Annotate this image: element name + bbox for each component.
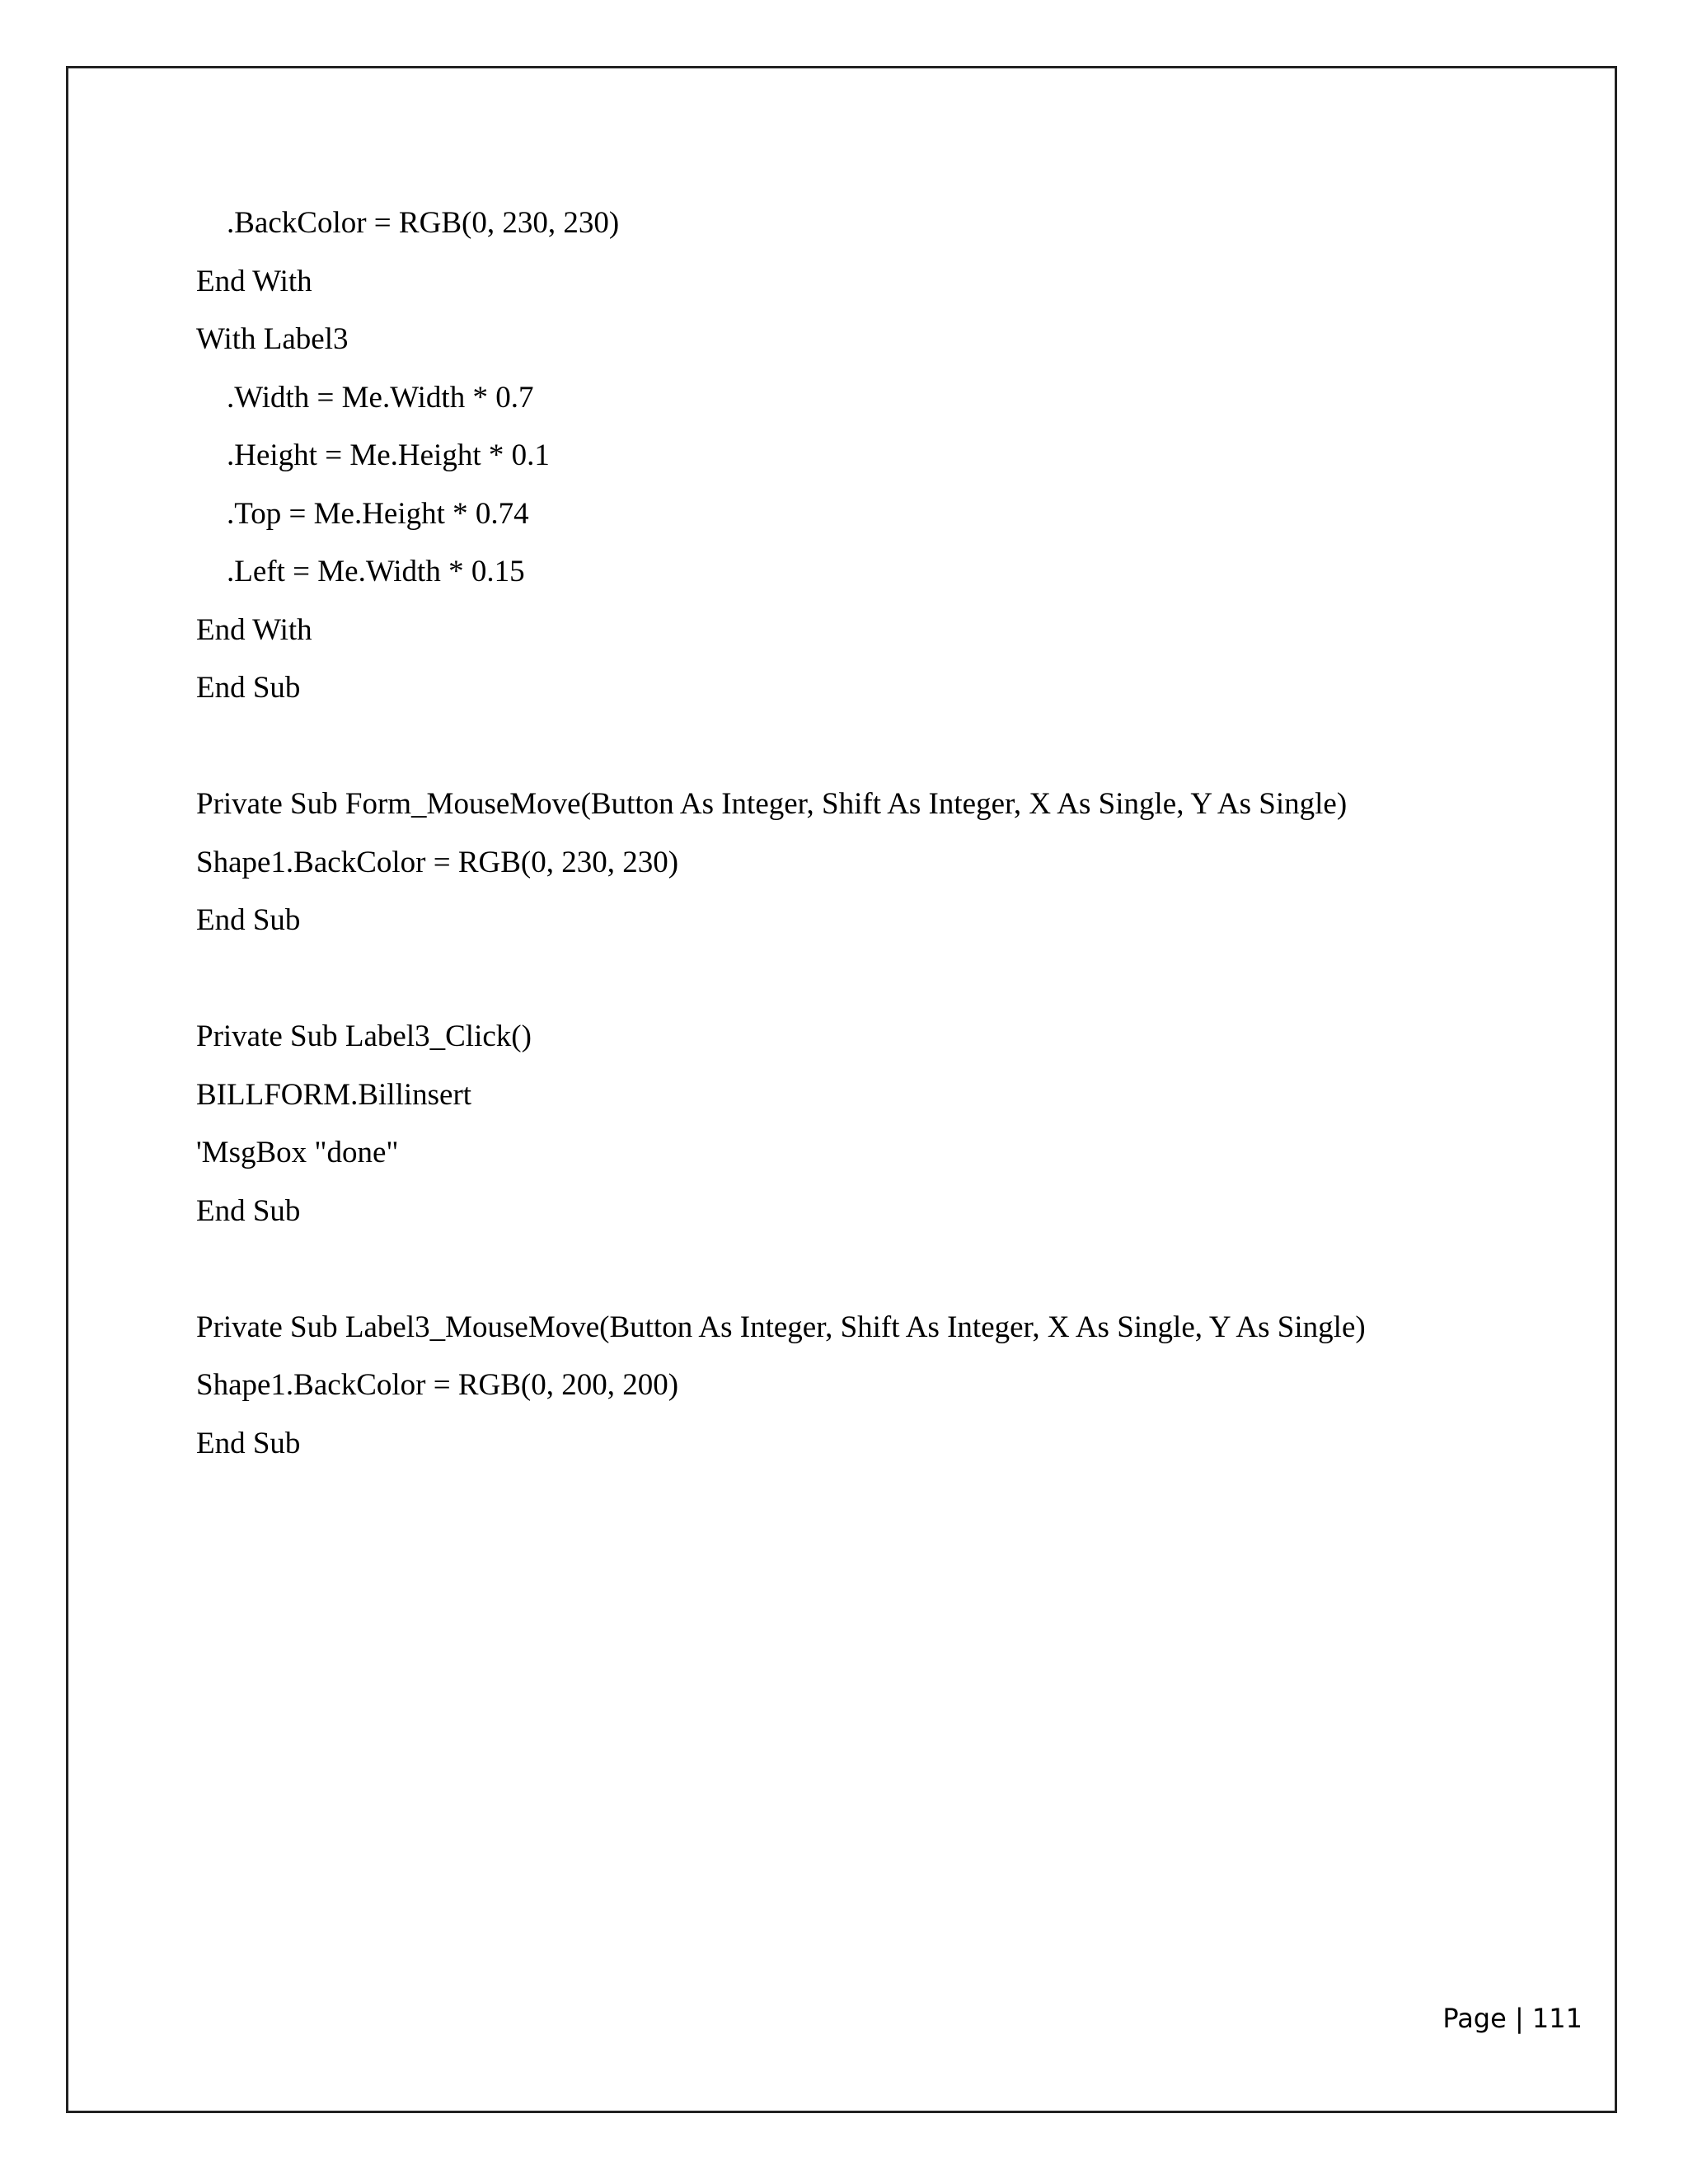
code-line: End With	[196, 264, 312, 298]
code-line: .Top = Me.Height * 0.74	[227, 496, 529, 531]
code-line: End Sub	[196, 1193, 301, 1228]
blank-line	[196, 1240, 1366, 1299]
code-line: .Left = Me.Width * 0.15	[227, 555, 525, 588]
blank-line	[196, 950, 1366, 1009]
code-line: End Sub	[196, 671, 301, 705]
code-line: 'MsgBox "done"	[196, 1136, 399, 1169]
code-line: End Sub	[196, 1426, 301, 1460]
page-number: Page | 111	[1442, 2003, 1582, 2034]
code-line: .Width = Me.Width * 0.7	[227, 380, 534, 415]
code-line: End With	[196, 612, 312, 647]
blank-line	[196, 718, 1366, 776]
code-line: Shape1.BackColor = RGB(0, 200, 200)	[196, 1368, 679, 1402]
code-line: End Sub	[196, 903, 301, 937]
code-line: BILLFORM.Billinsert	[196, 1077, 472, 1112]
code-line: Shape1.BackColor = RGB(0, 230, 230)	[196, 845, 679, 879]
code-line: Private Sub Label3_MouseMove(Button As Integer, Shift As Integer, X As Single, Y As Single)	[196, 1310, 1366, 1344]
code-listing	[196, 194, 1366, 1473]
code-line: .Height = Me.Height * 0.1	[227, 438, 550, 472]
code-line: Private Sub Label3_Click()	[196, 1019, 532, 1053]
code-line: Private Sub Form_MouseMove(Button As Integer, Shift As Integer, X As Single, Y As Single)	[196, 787, 1348, 821]
code-line: With Label3	[196, 322, 349, 356]
code-line: .BackColor = RGB(0, 230, 230)	[227, 206, 620, 240]
